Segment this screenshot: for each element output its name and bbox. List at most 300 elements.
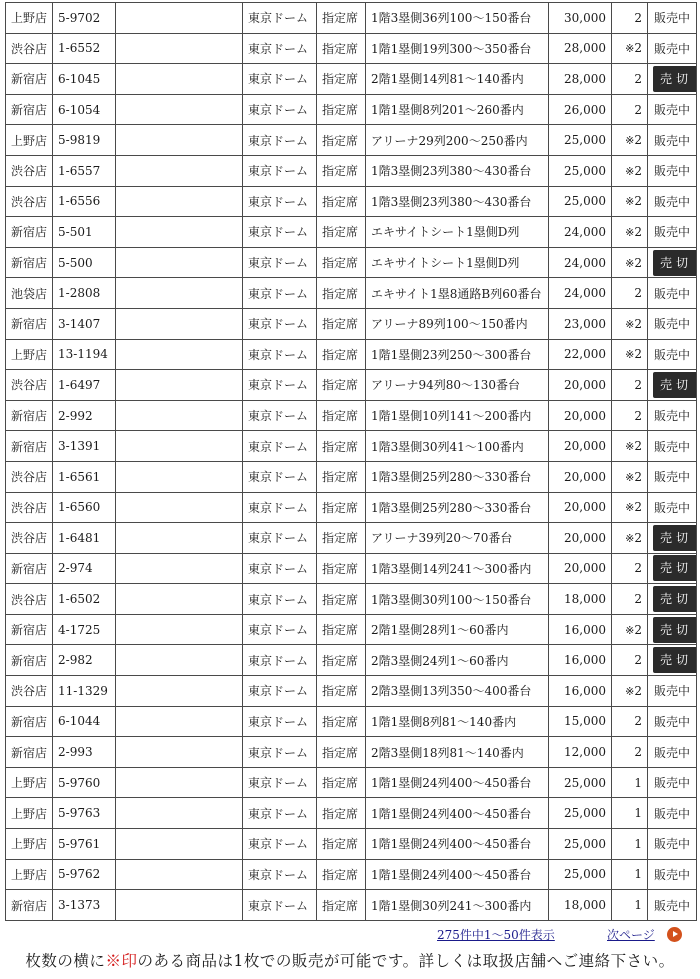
single-sale-mark: ※ [625,440,635,454]
venue-cell: 東京ドーム [243,798,317,829]
seat-type-cell: 指定席 [317,155,366,186]
price-cell: 20,000 [549,492,612,523]
id-cell: 5-9762 [53,859,116,890]
seat-type-cell: 指定席 [317,706,366,737]
quantity-value: 2 [634,592,642,607]
event-cell [116,125,243,156]
id-cell: 1-6502 [53,584,116,615]
status-cell [648,829,697,860]
seat-cell: 2階3塁側18列81〜140番内 [366,737,549,768]
seat-cell: アリーナ39列20〜70番台 [366,523,549,554]
id-cell: 2-992 [53,400,116,431]
store-cell: 新宿店 [6,431,53,462]
id-cell: 1-6481 [53,523,116,554]
price-cell: 16,000 [549,676,612,707]
price-cell: 20,000 [549,553,612,584]
venue-cell: 東京ドーム [243,859,317,890]
seat-cell: エキサイトシート1塁側D列 [366,247,549,278]
id-cell: 2-993 [53,737,116,768]
id-cell: 5-501 [53,217,116,248]
single-sale-mark: ※ [625,501,635,515]
seat-cell: 1階3塁側25列280〜330番台 [366,461,549,492]
single-sale-mark: ※ [625,225,635,239]
quantity-cell [612,767,648,798]
event-cell [116,278,243,309]
quantity-cell [612,798,648,829]
seat-cell: 1階1塁側24列400〜450番台 [366,798,549,829]
table-row [6,125,697,156]
status-cell [648,492,697,523]
venue-cell: 東京ドーム [243,523,317,554]
event-cell [116,798,243,829]
id-cell: 5-9761 [53,829,116,860]
single-sale-mark: ※ [625,348,635,362]
table-row [6,33,697,64]
store-cell: 新宿店 [6,247,53,278]
quantity-value: 1 [634,836,642,851]
venue-cell: 東京ドーム [243,155,317,186]
single-sale-mark: ※ [625,164,635,178]
seat-cell: エキサイト1塁8通路B列60番台 [366,278,549,309]
id-cell: 6-1044 [53,706,116,737]
table-row [6,339,697,370]
id-cell: 1-2808 [53,278,116,309]
event-cell [116,737,243,768]
price-cell: 28,000 [549,64,612,95]
sold-out-badge: 売切 [653,372,697,398]
seat-cell: 2階1塁側14列81〜140番内 [366,64,549,95]
quantity-cell [612,94,648,125]
seat-cell: 1階1塁側8列81〜140番内 [366,706,549,737]
venue-cell: 東京ドーム [243,676,317,707]
single-sale-mark: ※ [625,684,635,698]
seat-type-cell: 指定席 [317,461,366,492]
id-cell: 1-6560 [53,492,116,523]
quantity-cell [612,339,648,370]
table-row [6,645,697,676]
quantity-value: 2 [634,500,642,515]
quantity-value: 2 [634,377,642,392]
event-cell [116,370,243,401]
table-row [6,247,697,278]
table-row [6,614,697,645]
quantity-value: 2 [634,439,642,454]
price-cell: 28,000 [549,33,612,64]
quantity-cell [612,3,648,34]
id-cell: 3-1373 [53,890,116,921]
quantity-cell [612,645,648,676]
single-sale-mark: ※ [625,317,635,331]
venue-cell: 東京ドーム [243,890,317,921]
event-cell [116,186,243,217]
seat-type-cell: 指定席 [317,614,366,645]
store-cell: 渋谷店 [6,676,53,707]
on-sale-status: 販売中 [653,347,690,362]
quantity-cell [612,431,648,462]
price-cell: 25,000 [549,859,612,890]
price-cell: 24,000 [549,278,612,309]
quantity-value: 2 [634,194,642,209]
quantity-value: 2 [634,683,642,698]
single-sale-mark: ※ [625,134,635,148]
store-cell: 新宿店 [6,706,53,737]
table-row [6,798,697,829]
price-cell: 23,000 [549,308,612,339]
price-cell: 15,000 [549,706,612,737]
status-cell [648,64,697,95]
venue-cell: 東京ドーム [243,645,317,676]
event-cell [116,706,243,737]
quantity-cell [612,64,648,95]
quantity-value: 2 [634,286,642,301]
table-row [6,431,697,462]
seat-cell: 1階3塁側23列380〜430番台 [366,155,549,186]
single-sale-mark: ※ [625,531,635,545]
quantity-cell [612,461,648,492]
on-sale-status: 販売中 [653,286,690,301]
quantity-value: 2 [634,102,642,117]
store-cell: 上野店 [6,859,53,890]
seat-type-cell: 指定席 [317,400,366,431]
quantity-value: 2 [634,653,642,668]
quantity-cell [612,553,648,584]
seat-cell: 1階1塁側30列241〜300番内 [366,890,549,921]
quantity-cell [612,859,648,890]
status-cell [648,33,697,64]
quantity-value: 2 [634,224,642,239]
on-sale-status: 販売中 [653,745,690,760]
event-cell [116,523,243,554]
quantity-cell [612,247,648,278]
price-cell: 20,000 [549,461,612,492]
quantity-value: 2 [634,469,642,484]
venue-cell: 東京ドーム [243,3,317,34]
event-cell [116,829,243,860]
seat-cell: 1階3塁側14列241〜300番内 [366,553,549,584]
table-row [6,3,697,34]
seat-cell: 2階1塁側28列1〜60番内 [366,614,549,645]
quantity-value: 2 [634,408,642,423]
id-cell: 5-9819 [53,125,116,156]
table-row [6,186,697,217]
seat-type-cell: 指定席 [317,308,366,339]
next-page-link[interactable]: 次ページ [607,928,655,942]
store-cell: 渋谷店 [6,461,53,492]
event-cell [116,553,243,584]
quantity-cell [612,829,648,860]
store-cell: 上野店 [6,3,53,34]
on-sale-status: 販売中 [653,439,690,454]
seat-type-cell: 指定席 [317,676,366,707]
single-sale-mark: ※ [625,42,635,56]
table-row [6,155,697,186]
seat-type-cell: 指定席 [317,431,366,462]
table-row [6,64,697,95]
quantity-value: 1 [634,806,642,821]
status-cell [648,737,697,768]
seat-type-cell: 指定席 [317,64,366,95]
table-row [6,94,697,125]
on-sale-status: 販売中 [653,409,690,424]
on-sale-status: 販売中 [653,225,690,240]
seat-type-cell: 指定席 [317,492,366,523]
status-cell [648,706,697,737]
status-cell [648,890,697,921]
seat-cell: 1階1塁側8列201〜260番内 [366,94,549,125]
store-cell: 上野店 [6,798,53,829]
seat-cell: 1階3塁側30列100〜150番台 [366,584,549,615]
store-cell: 渋谷店 [6,33,53,64]
event-cell [116,767,243,798]
venue-cell: 東京ドーム [243,33,317,64]
seat-type-cell: 指定席 [317,370,366,401]
seat-cell: エキサイトシート1塁側D列 [366,217,549,248]
id-cell: 13-1194 [53,339,116,370]
seat-cell: アリーナ89列100〜150番内 [366,308,549,339]
venue-cell: 東京ドーム [243,125,317,156]
price-cell: 16,000 [549,645,612,676]
store-cell: 渋谷店 [6,523,53,554]
quantity-cell [612,33,648,64]
sold-out-badge: 売切 [653,647,697,673]
id-cell: 5-9760 [53,767,116,798]
sold-out-badge: 売切 [653,555,697,581]
arrow-right-icon[interactable] [667,927,682,942]
quantity-cell [612,278,648,309]
venue-cell: 東京ドーム [243,278,317,309]
seat-type-cell: 指定席 [317,798,366,829]
event-cell [116,339,243,370]
status-cell [648,584,697,615]
quantity-value: 2 [634,561,642,576]
venue-cell: 東京ドーム [243,217,317,248]
price-cell: 20,000 [549,523,612,554]
on-sale-status: 販売中 [653,806,690,821]
seat-type-cell: 指定席 [317,247,366,278]
on-sale-status: 販売中 [653,776,690,791]
event-cell [116,645,243,676]
id-cell: 2-982 [53,645,116,676]
table-row [6,400,697,431]
seat-type-cell: 指定席 [317,339,366,370]
id-cell: 3-1391 [53,431,116,462]
quantity-cell [612,737,648,768]
quantity-value: 2 [634,41,642,56]
ticket-table [5,2,697,921]
venue-cell: 東京ドーム [243,94,317,125]
on-sale-status: 販売中 [653,867,690,882]
seat-type-cell: 指定席 [317,278,366,309]
quantity-cell [612,676,648,707]
status-cell [648,523,697,554]
store-cell: 渋谷店 [6,186,53,217]
seat-cell: 1階3塁側36列100〜150番台 [366,3,549,34]
price-cell: 26,000 [549,94,612,125]
quantity-cell [612,186,648,217]
seat-type-cell: 指定席 [317,584,366,615]
id-cell: 1-6552 [53,33,116,64]
price-cell: 25,000 [549,829,612,860]
id-cell: 1-6556 [53,186,116,217]
id-cell: 1-6561 [53,461,116,492]
price-cell: 20,000 [549,400,612,431]
table-row [6,278,697,309]
event-cell [116,676,243,707]
quantity-value: 2 [634,347,642,362]
on-sale-status: 販売中 [653,41,690,56]
seat-type-cell: 指定席 [317,767,366,798]
seat-cell: 1階1塁側24列400〜450番台 [366,767,549,798]
status-cell [648,3,697,34]
status-cell [648,278,697,309]
status-cell [648,217,697,248]
venue-cell: 東京ドーム [243,400,317,431]
quantity-cell [612,308,648,339]
store-cell: 新宿店 [6,553,53,584]
status-cell [648,676,697,707]
single-sale-mark: ※ [625,256,635,270]
table-row [6,676,697,707]
event-cell [116,3,243,34]
quantity-cell [612,890,648,921]
store-cell: 新宿店 [6,737,53,768]
quantity-value: 2 [634,316,642,331]
price-cell: 12,000 [549,737,612,768]
event-cell [116,492,243,523]
on-sale-status: 販売中 [653,133,690,148]
venue-cell: 東京ドーム [243,706,317,737]
status-cell [648,431,697,462]
price-cell: 25,000 [549,767,612,798]
seat-type-cell: 指定席 [317,186,366,217]
event-cell [116,614,243,645]
ticket-table-body [6,3,697,921]
quantity-value: 2 [634,745,642,760]
seat-cell: 2階3塁側24列1〜60番内 [366,645,549,676]
store-cell: 渋谷店 [6,155,53,186]
status-cell [648,798,697,829]
table-row [6,859,697,890]
id-cell: 5-500 [53,247,116,278]
single-sale-mark: ※ [625,470,635,484]
store-cell: 新宿店 [6,94,53,125]
quantity-cell [612,370,648,401]
quantity-cell [612,492,648,523]
venue-cell: 東京ドーム [243,370,317,401]
pagination-bar [0,926,700,944]
single-ticket-notice [0,949,700,971]
price-cell: 20,000 [549,431,612,462]
venue-cell: 東京ドーム [243,492,317,523]
notice-highlight: ※印 [105,952,138,970]
id-cell: 3-1407 [53,308,116,339]
event-cell [116,155,243,186]
status-cell [648,155,697,186]
on-sale-status: 販売中 [653,164,690,179]
status-cell [648,339,697,370]
sold-out-badge: 売切 [653,617,697,643]
store-cell: 渋谷店 [6,492,53,523]
status-cell [648,247,697,278]
status-cell [648,94,697,125]
quantity-value: 2 [634,10,642,25]
single-sale-mark: ※ [625,195,635,209]
result-count-link[interactable]: 275件中1〜50件表示 [437,928,555,942]
venue-cell: 東京ドーム [243,737,317,768]
on-sale-status: 販売中 [653,470,690,485]
quantity-value: 2 [634,163,642,178]
store-cell: 池袋店 [6,278,53,309]
price-cell: 24,000 [549,247,612,278]
venue-cell: 東京ドーム [243,431,317,462]
on-sale-status: 販売中 [653,837,690,852]
seat-type-cell: 指定席 [317,890,366,921]
price-cell: 18,000 [549,584,612,615]
quantity-value: 1 [634,867,642,882]
price-cell: 20,000 [549,370,612,401]
store-cell: 新宿店 [6,400,53,431]
table-row [6,706,697,737]
status-cell [648,400,697,431]
event-cell [116,461,243,492]
event-cell [116,94,243,125]
id-cell: 6-1045 [53,64,116,95]
price-cell: 25,000 [549,125,612,156]
status-cell [648,461,697,492]
id-cell: 11-1329 [53,676,116,707]
quantity-cell [612,400,648,431]
notice-text-before: 枚数の横に [25,952,106,970]
seat-type-cell: 指定席 [317,829,366,860]
seat-cell: 1階1塁側10列141〜200番内 [366,400,549,431]
table-row [6,217,697,248]
quantity-value: 2 [634,255,642,270]
seat-type-cell: 指定席 [317,217,366,248]
seat-type-cell: 指定席 [317,737,366,768]
event-cell [116,308,243,339]
on-sale-status: 販売中 [653,11,690,26]
seat-type-cell: 指定席 [317,645,366,676]
table-row [6,584,697,615]
seat-type-cell: 指定席 [317,33,366,64]
seat-type-cell: 指定席 [317,94,366,125]
quantity-cell [612,584,648,615]
id-cell: 1-6497 [53,370,116,401]
price-cell: 24,000 [549,217,612,248]
status-cell [648,553,697,584]
venue-cell: 東京ドーム [243,339,317,370]
store-cell: 新宿店 [6,645,53,676]
store-cell: 渋谷店 [6,370,53,401]
table-row [6,737,697,768]
store-cell: 上野店 [6,339,53,370]
venue-cell: 東京ドーム [243,614,317,645]
single-sale-mark: ※ [625,623,635,637]
quantity-value: 1 [634,898,642,913]
price-cell: 16,000 [549,614,612,645]
id-cell: 1-6557 [53,155,116,186]
quantity-value: 2 [634,714,642,729]
venue-cell: 東京ドーム [243,767,317,798]
id-cell: 4-1725 [53,614,116,645]
sold-out-badge: 売切 [653,66,697,92]
status-cell [648,859,697,890]
status-cell [648,370,697,401]
sold-out-badge: 売切 [653,525,697,551]
table-row [6,492,697,523]
table-row [6,829,697,860]
id-cell: 5-9702 [53,3,116,34]
